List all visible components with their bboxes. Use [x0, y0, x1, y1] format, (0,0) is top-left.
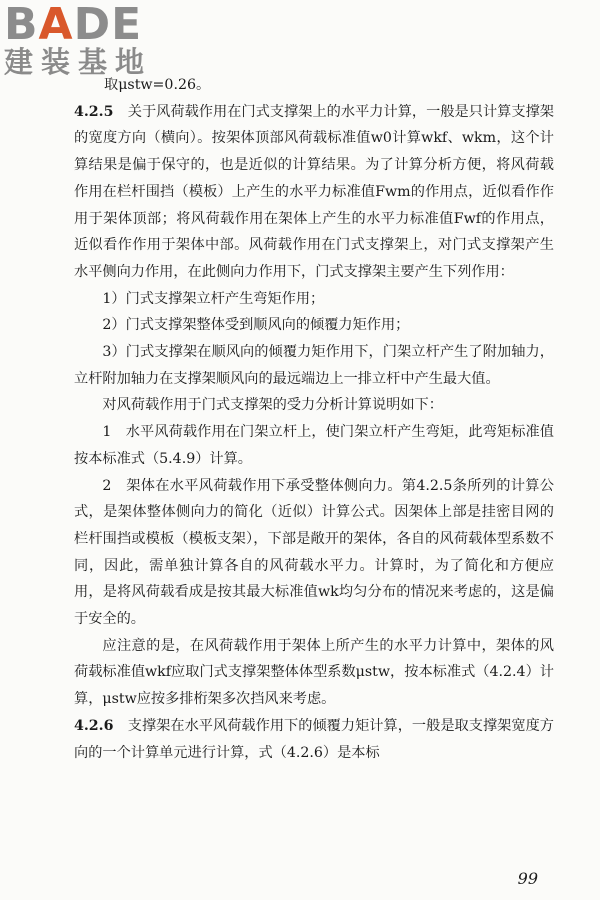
paragraph-9	[74, 713, 554, 766]
section-number: 4.2.5	[74, 103, 114, 120]
page-number: 99	[517, 869, 538, 888]
paragraph-6: 1 水平风荷载作用在门架立杆上，使门架立杆产生弯矩，此弯矩标准值按本标准式（5.4.9）计算。	[74, 424, 554, 467]
section-number: 4.2.6	[74, 717, 114, 734]
paragraph-9-text: 支撑架在水平风荷载作用下的倾覆力矩计算，一般是取支撑架宽度方向的一个计算单元进行计算，式（4.2.6）是本标	[74, 717, 554, 761]
paragraph-1-text: 关于风荷载作用在门式支撑架上的水平力计算，一般是只计算支撑架的宽度方向（横向）。按架体顶部风荷载标准值w0计算wkf、wkm，这个计算结果是偏于保守的，也是近似的计算结果。为了计算分析方便，将风荷载作用在栏杆围挡（模板）上产生的水平力标准值Fwm的作用点，近似看作作用于架体顶部；将风荷载作用在架体上产生的水平力标准值Fwf的作用点，近似看作作用于架体中部。风荷载作用在门式支撑架上，对门式支撑架产生水平侧向力作用，在此侧向力作用下，门式支撑架主要产生下列作用：	[74, 103, 554, 280]
paragraph-1	[74, 99, 554, 286]
paragraph-0: 取μstw=0.26。	[104, 77, 211, 93]
logo-main-text: BADE	[4, 0, 143, 50]
paragraph-8: 应注意的是，在风荷载作用于架体上所产生的水平力计算中，架体的风荷载标准值wkf应取门式支撑架整体体型系数μstw，按本标准式（4.2.4）计算，μstw应按多排桁架多次挡风来考虑。	[74, 637, 554, 708]
logo-sub-text: 建装基地	[4, 45, 153, 79]
paragraph-5: 对风荷载作用于门式支撑架的受力分析计算说明如下：	[102, 397, 443, 414]
bade-logo	[4, 2, 176, 78]
paragraph-3: 2）门式支撑架整体受到顺风向的倾覆力矩作用；	[102, 317, 410, 334]
paragraph-7: 2 架体在水平风荷载作用下承受整体侧向力。第4.2.5条所列的计算公式，是架体整体侧向力的简化（近似）计算公式。因架体上部是挂密目网的栏杆围挡或模板（模板支架），下部是敞开的架体，各自的风荷载体型系数不同，因此，需单独计算各自的风荷载水平力。计算时，为了简化和方便应用，是将风荷载看成是按其最大标准值wk均匀分布的情况来考虑的，这是偏于安全的。	[74, 477, 554, 628]
paragraph-2: 1）门式支撑架立杆产生弯矩作用；	[102, 290, 325, 307]
paragraph-4: 3）门式支撑架在顺风向的倾覆力矩作用下，门架立杆产生了附加轴力，立杆附加轴力在支撑架顺风向的最远端边上一排立杆中产生最大值。	[74, 344, 554, 387]
document-body	[74, 72, 554, 766]
